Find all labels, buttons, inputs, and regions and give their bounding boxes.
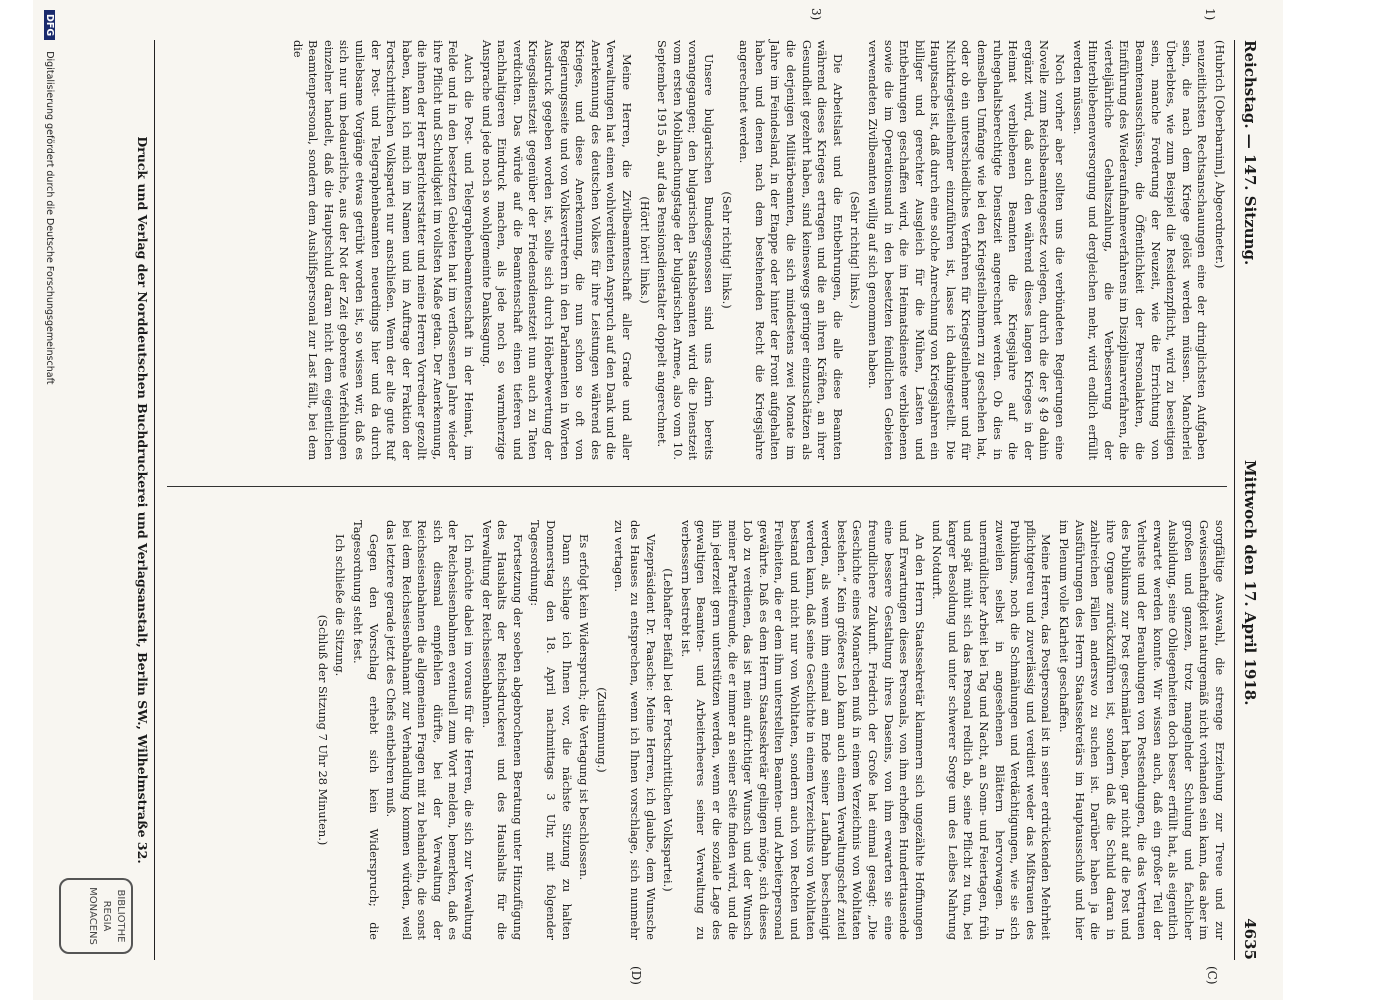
- paragraph: sorgfältige Auswahl, die strenge Erziehung zur Treue und zur Gewissenhaftigkeit naturgemäß nicht vorhanden sein kann, das aber im großen und ganzen, trotz mangelnder Schulung und fachlicher Ausbildung, seine Obliegenheiten doch besser erfüllt hat, als eigentlich erwartet werden konnte. Wir wissen auch, daß ein großer Teil der Verluste und der Beraubungen von Postsendungen, die das Vertrauen des Publikums zur Post geschmälert haben, gar nicht auf die Post und ihre Organe zurückzuführen ist, sondern daß die Schuld daran in zahlreichen Fällen anderswo zu suchen ist. Darüber haben ja die Ausführungen des Herrn Staatssekretärs im Hauptausschuß und hier im Plenum volle Klarheit geschaffen.: [1057, 520, 1227, 940]
- margin-mark-c: (C): [1205, 966, 1219, 985]
- paragraph: Gegen den Vorschlag erhebt sich kein Widerspruch; die Tagesordnung steht fest.: [350, 520, 381, 940]
- paragraph: neuzeitlichsten Rechtsanschauungen eine der dringlichsten Aufgaben sein, die nach dem Kriege gelöst werden müssen. Mancherlei Überlebtes, wie zum Beispiel die Residenzpflicht, wird zu beseitigen sein, manche Forderung der Neuzeit, wie die Errichtung von Beamtenausschüssen, die Öffentlichkeit der Personalakten, die Einführung des Wiederaufnahmeverfahrens im Disziplinarverfahren, die vierteljährliche Gehaltszahlung, die Verbesserung der Hinterbliebenenversorgung und dergleichen mehr, wird endlich erfüllt werden müssen.: [1070, 40, 1210, 460]
- running-header: [1234, 40, 1265, 960]
- paragraph: Die Arbeitslast und die Entbehrungen, die alle diese Beamten während dieses Krieges ertragen und die an ihren Kräften, an ihrer Gesundheit gezehrt haben, sind keineswegs geringer einzuschätzen als die derjenigen Militärbeamten, die sich mindestens zwei Monate im Jahre im Feindesland, in der Etappe oder hinter der Front aufgehalten haben und denen nach dem bestehenden Recht die Kriegsjahre angerechnet werden.: [737, 40, 845, 460]
- interjection: (Sehr richtig! links.): [848, 191, 863, 309]
- paragraph: Vizepräsident Dr. Paasche: Meine Herren, ich glaube, dem Wunsche des Hauses zu entsprechen, wenn ich Ihnen vorschlage, sich nunmehr zu vertagen.: [612, 520, 658, 940]
- agenda-item: Fortsetzung der soeben abgebrochenen Beratung unter Hinzufügung des Haushalts der Reichsdruckerei und des Haushalts für die Verwaltung der Reichseisenbahnen.: [479, 520, 525, 940]
- interjection: (Hört! hört! links.): [637, 196, 652, 304]
- paragraph: Noch vorher aber sollten uns die verbündeten Regierungen eine Novelle zum Reichsbeamtengesetz vorlegen, durch die der § 49 dahin ergänzt wird, daß auch den während dieses langen Krieges in der Heimat verbliebenen Beamten die Kriegsjahre auf die ruhegehaltsberechtigte Dienstzeit angerechnet werden. Ob dies in demselben Umfange wie bei den Kriegsteilnehmern zu geschehen hat, oder ob ein unterschiedliches Verfahren für Kriegsteilnehmer und für Nichtkriegsteilnehmer einzuführen ist, lasse ich dahingestellt. Die Hauptsache ist, daß durch eine solche Anrechnung von Kriegsjahren ein billiger und gerechter Ausgleich für die Mühen, Lasten und Entbehrungen geschaffen wird, die im Heimatsdienste verbliebenen sowie die im Operationsund in den besetzten feindlichen Gebieten verwendeten Zivilbeamten willig auf sich genommen haben.: [865, 40, 1068, 460]
- imprint-footer: Druck und Verlag der Norddeutschen Buchdruckerei und Verlagsanstalt, Berlin SW., Wilhelmstraße 32.: [135, 40, 155, 960]
- left-column: [287, 40, 1227, 460]
- paragraph: Ich möchte dabei im voraus für die Herren, die sich zur Verwaltung der Reichseisenbahnen eventuell zum Wort melden, bemerken, daß es sich diesmal empfehlen dürfte, bei der Verwaltung der Reichseisenbahnen die allgemeinen Fragen mit zu behandeln, die sonst bei dem Reichseisenbahnamt zur Verhandlung kommen würden, weil das letztere gerade jetzt des Chefs entbehren muß.: [384, 520, 477, 940]
- margin-mark-a: 1): [1203, 8, 1217, 21]
- interjection: (Zustimmung.): [594, 687, 609, 773]
- margin-mark-d: (D): [629, 966, 643, 985]
- session-close: (Schluß der Sitzung 7 Uhr 28 Minuten.): [315, 614, 330, 846]
- page-number: 4635: [1241, 918, 1259, 960]
- paragraph: Meine Herren, das Postpersonal ist in seiner erdrückenden Mehrheit pflichtgetreu und zuverlässig und verdient weder das Mißtrauen des Publikums, noch die Schmähungen und Verdächtigungen, wie sie sich zuweilen selbst in angesehenen Blättern hervorwagen. In unermüdlicher Arbeit bei Tag und Nacht, an Sonn- und Feiertagen, früh und spät müht sich das Personal redlich ab, seine Pflicht zu tun, bei karger Besoldung und unter schwerer Sorge um des Leibes Nahrung und Notdurft.: [930, 520, 1054, 940]
- paragraph: Es erfolgt kein Widerspruch; die Vertagung ist beschlossen.: [577, 534, 592, 881]
- library-stamp: BIBLIOTHE REGIA MONACENS: [59, 878, 133, 954]
- interjection: (Lebhafter Beifall bei der Fortschrittlichen Volkspartei.): [661, 568, 676, 892]
- header-date: Mittwoch den 17. April 1918.: [1241, 460, 1259, 706]
- column-divider: [167, 486, 1227, 487]
- paragraph: An den Herrn Staatssekretär klammern sich ungezählte Hoffnungen und Erwartungen dieses Personals, von ihm erhoffen Hunderttausende eine bessere Gestaltung ihres Daseins, von ihm erwarten sie eine freundlichere Zukunft. Friedrich der Große hat einmal gesagt: „Die Geschichte eines Monarchen muß in einem Verzeichnis von Wohltaten bestehen.“ Kein größeres Lob kann auch einem Verwaltungschef zuteil werden, als wenn ihm einmal am Ende seiner Laufbahn bescheinigt werden kann, daß seine Geschichte in einem Verzeichnis von Wohltaten bestand und nicht nur von Wohltaten, sondern auch von Rechten und Freiheiten, die er dem ihm unterstellten Beamten- und Arbeiterpersonal gewährte. Daß es dem Herrn Staatssekretär gelingen möge, sich dieses Lob zu verdienen, das ist mein aufrichtiger Wunsch und der Wunsch meiner Parteifreunde, die er immer an seiner Seite finden wird, und die ihn jederzeit gern unterstützen werden, wenn er die soziale Lage des gewaltigen Beamten- und Arbeiterheeres seiner Verwaltung zu verbessern bestrebt ist.: [678, 520, 927, 940]
- interjection: (Sehr richtig! links.): [719, 191, 734, 309]
- header-left: Reichstag. — 147. Sitzung.: [1241, 40, 1259, 266]
- paragraph: Dann schlage ich Ihnen vor, die nächste Sitzung zu halten Donnerstag den 18. April nachmittags 3 Uhr, mit folgender Tagesordnung:: [528, 520, 574, 940]
- paragraph: Ich schließe die Sitzung.: [333, 534, 348, 677]
- dfg-logo-badge: DFG: [44, 10, 55, 40]
- right-column: [312, 520, 1227, 940]
- margin-mark-b: 3): [809, 8, 823, 21]
- speaker-line: (Hubrich [Oberbarnim], Abgeordneter.): [1213, 40, 1227, 269]
- paragraph: Unsere bulgarischen Bundesgenossen sind uns darin bereits vorangegangen; den bulgarischen Staatsbeamten wird die Dienstzeit vom ersten Mobilmachungstage der bulgarischen Armee, also vom 10. September 1915 ab, auf das Pensionsdienstalter doppelt angerechnet.: [655, 40, 716, 460]
- digitization-text: Digitalisierung gefördert durch die Deutsche Forschungsgemeinschaft: [44, 51, 55, 385]
- paragraph: Meine Herren, die Zivilbeamtenschaft aller Grade und aller Verwaltungen hat einen wohlverdienten Anspruch auf den Dank und die Anerkennung des deutschen Volkes für ihre Leistungen während des Krieges, und diese Anerkennung, die nun schon so oft von Regierungsseite und von Volksvertretern in den Parlamenten in Worten Ausdruck gegeben worden ist, sollte sich durch Höherbewertung der Kriegsdienstzeit gegenüber der Friedensdienstzeit nun auch zu Taten verdichten. Das würde auf die Beamtenschaft einen tieferen und nachhaltigeren Eindruck machen, als jede noch so warmherzige Ansprache und jede noch so wohlgemeinte Danksagung.: [479, 40, 635, 460]
- digitization-note: [44, 10, 55, 990]
- document-page: [33, 0, 1283, 1000]
- paragraph: Auch die Post- und Telegraphenbeamtenschaft in der Heimat, im Felde und in den besetzten Gebieten hat im verflossenen Jahre wieder ihre Pflicht und Schuldigkeit im vollsten Maße getan. Der Anerkennung, die ihnen der Herr Berichterstatter und meine Herren Vorredner gezollt haben, kann ich mich im Namen und im Auftrage der Fraktion der Fortschrittlichen Volkspartei nur anschließen. Wenn der alte gute Ruf der Post- und Telegraphenbeamten neuerdings hier und da durch unliebsame Vorgänge etwas getrübt worden ist, so wissen wir, daß es sich nur um bedauerliche, aus der Not der Zeit geborene Verfehlungen einzelner handelt, daß die Hauptschuld daran nicht dem eigentlichen Beamtenpersonal, sondern dem Aushilfspersonal zur Last fällt, bei dem die: [290, 40, 477, 460]
